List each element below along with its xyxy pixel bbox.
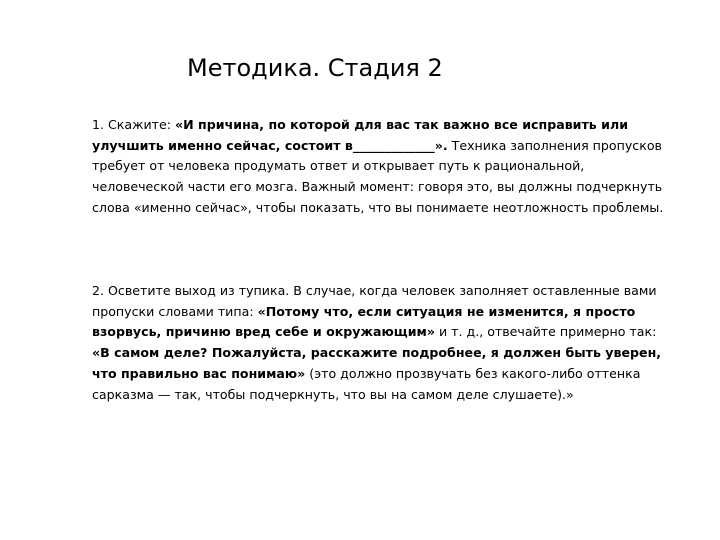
paragraph-2-lead: 2. Осветите выход из тупика. В случае, когда человек заполняет оставленные вами пропуски словами типа: bbox=[92, 283, 657, 319]
paragraph-2-rest: (это должно прозвучать без какого-либо оттенка сарказма — так, чтобы подчеркнуть, что вы на самом деле слушаете).» bbox=[92, 365, 641, 402]
paragraph-1-lead: 1. Скажите: bbox=[92, 117, 175, 132]
paragraph-step-2 bbox=[92, 281, 672, 405]
paragraph-2-quote-2: «В самом деле? Пожалуйста, расскажите подробнее, я должен быть уверен, что правильно вас понимаю» bbox=[92, 345, 662, 381]
slide-title: Методика. Стадия 2 bbox=[187, 54, 443, 82]
paragraph-step-1 bbox=[92, 115, 672, 219]
paragraph-2-middle: и т. д., отвечайте примерно так: bbox=[434, 324, 657, 340]
paragraph-1-rest: Техника заполнения пропусков требует от человека продумать ответ и открывает путь к рациональной, человеческой части его мозга. Важный момент: говоря это, вы должны подчеркнуть слова «именно сейчас», чтобы показать, что вы понимаете неотложность проблемы. bbox=[92, 137, 664, 215]
paragraph-2-quote-1: «Потому что, если ситуация не изменится, я просто взорвусь, причиню вред себе и окружающим» bbox=[92, 303, 636, 340]
paragraph-1-quote: «И причина, по которой для вас так важно все исправить или улучшить именно сейчас, состоит в_____________». bbox=[92, 117, 629, 153]
